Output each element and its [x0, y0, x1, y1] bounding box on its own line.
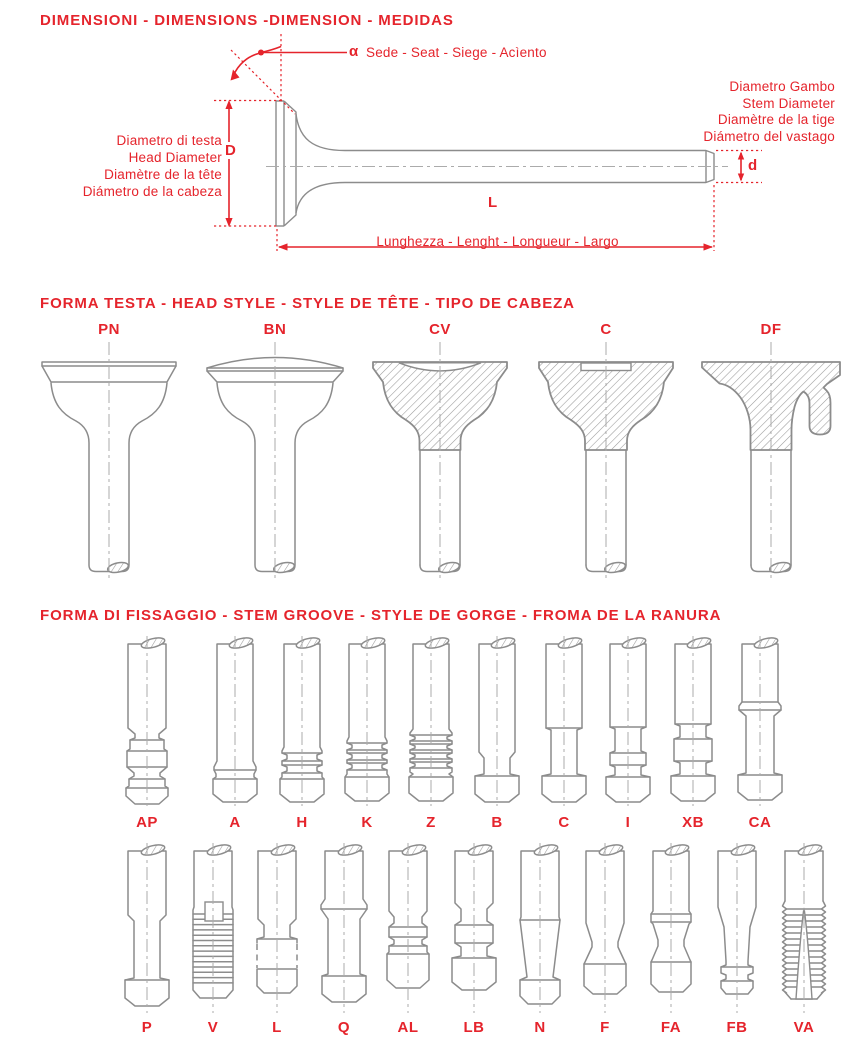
stem-groove-figure-L	[257, 843, 297, 1013]
stem-diameter-line: Diámetro del vastago	[703, 128, 835, 144]
stem-groove-label-C: C	[558, 814, 570, 831]
alpha-dimension-symbol: α	[349, 43, 359, 60]
stem-groove-figure-Q	[321, 843, 367, 1013]
stem-groove-figure-AP	[126, 636, 168, 806]
stem-groove-label-Q: Q	[337, 1019, 351, 1036]
head-diameter-line: Diámetro de la cabeza	[82, 184, 222, 199]
stem-groove-label-L: L	[272, 1019, 282, 1036]
head-diameter-line: Diametro di testa	[116, 133, 222, 148]
stem-groove-figure-XB	[671, 636, 715, 806]
head-style-label-CV: CV	[429, 321, 451, 338]
head-diameter-label	[58, 132, 222, 200]
dim-L-label: L	[488, 194, 498, 211]
stem-groove-figure-FA	[651, 843, 691, 1013]
head-style-figure-CV	[373, 342, 507, 580]
stem-groove-figure-V	[193, 843, 233, 1013]
length-label: Lunghezza - Lenght - Longueur - Largo	[376, 234, 619, 249]
head-style-label-BN: BN	[263, 321, 287, 338]
stem-groove-label-B: B	[491, 814, 503, 831]
stem-groove-figure-AL	[387, 843, 429, 1013]
stem-groove-label-A: A	[229, 814, 241, 831]
stem-diameter-line: Diametro Gambo	[729, 79, 835, 94]
stem-groove-figure-B	[475, 636, 519, 806]
head-style-label-DF: DF	[760, 321, 782, 338]
stem-groove-label-LB: LB	[463, 1019, 485, 1036]
dim-D-label: D	[225, 142, 236, 159]
stem-groove-label-CA: CA	[748, 814, 772, 831]
stem-groove-label-AP: AP	[136, 814, 158, 831]
stem-groove-figure-FB	[718, 843, 756, 1013]
head-style-label-PN: PN	[98, 321, 120, 338]
stem-groove-figure-C	[542, 636, 586, 806]
dim-d-label: d	[748, 157, 758, 174]
head-diameter-line: Head Diameter	[128, 150, 222, 165]
stem-groove-figure-P	[125, 843, 169, 1013]
stem-diameter-line: Stem Diameter	[742, 95, 835, 111]
stem-groove-label-H: H	[296, 814, 308, 831]
head-diameter-line: Diamètre de la tête	[104, 167, 222, 182]
stem-groove-label-N: N	[534, 1019, 546, 1036]
head-style-figure-PN	[42, 342, 176, 580]
stem-groove-figure-F	[584, 843, 626, 1013]
stem-diameter-label	[635, 79, 835, 145]
seat-label: Sede - Seat - Siege - Acìento	[366, 45, 547, 60]
stem-groove-figure-N	[520, 843, 560, 1013]
stem-groove-label-VA: VA	[793, 1019, 815, 1036]
head-style-figure-C	[539, 342, 673, 580]
stem-groove-figure-LB	[452, 843, 496, 1013]
stem-diameter-line: Diamètre de la tige	[717, 112, 835, 128]
stem-groove-label-XB: XB	[682, 814, 704, 831]
section-dimensions-title: DIMENSIONI - DIMENSIONS -DIMENSION - MEDIDAS	[40, 12, 454, 29]
stem-groove-figure-H	[280, 636, 324, 806]
stem-groove-label-P: P	[141, 1019, 153, 1036]
stem-groove-figure-A	[213, 636, 257, 806]
head-style-figure-DF	[702, 342, 840, 580]
stem-groove-label-FB: FB	[726, 1019, 748, 1036]
section-head-style-title: FORMA TESTA - HEAD STYLE - STYLE DE TÊTE - TIPO DE CABEZA	[40, 295, 575, 312]
head-style-label-C: C	[600, 321, 612, 338]
section-stem-groove-title: FORMA DI FISSAGGIO - STEM GROOVE - STYLE DE GORGE - FROMA DE LA RANURA	[40, 607, 722, 624]
stem-groove-label-I: I	[625, 814, 631, 831]
stem-groove-figure-I	[606, 636, 650, 806]
stem-groove-figure-Z	[409, 636, 453, 806]
stem-groove-figure-K	[345, 636, 389, 806]
stem-groove-figure-VA	[783, 843, 826, 1013]
stem-groove-figure-CA	[738, 636, 782, 806]
stem-groove-label-AL: AL	[397, 1019, 419, 1036]
stem-groove-label-K: K	[361, 814, 373, 831]
head-style-figure-BN	[207, 342, 343, 580]
stem-groove-label-F: F	[600, 1019, 610, 1036]
stem-groove-label-Z: Z	[426, 814, 436, 831]
stem-groove-label-FA: FA	[660, 1019, 682, 1036]
stem-groove-label-V: V	[207, 1019, 219, 1036]
